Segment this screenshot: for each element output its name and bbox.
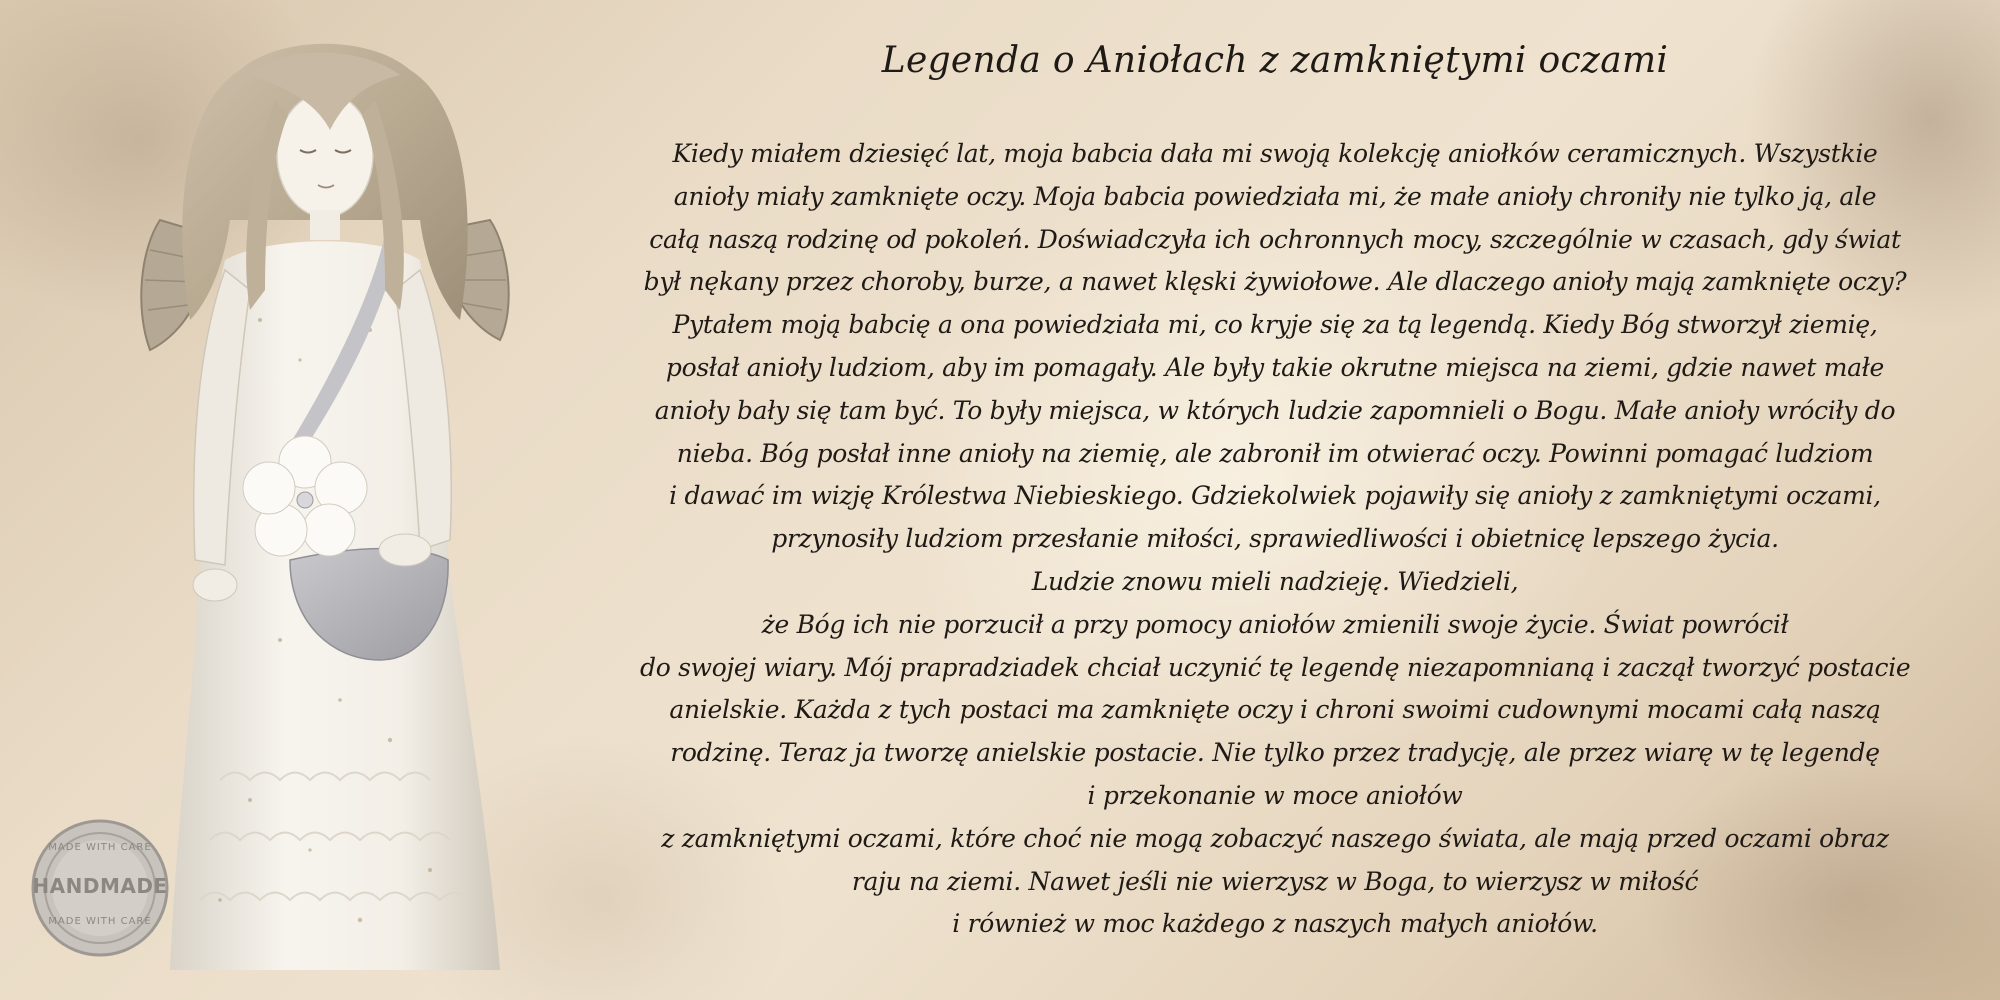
stamp-top-text: MADE WITH CARE <box>48 842 152 853</box>
paragraph-line: z zamkniętymi oczami, które choć nie mogą zobaczyć naszego świata, ale mają przed oczami obraz <box>661 823 1889 853</box>
paragraph-line: Ludzie znowu mieli nadzieję. Wiedzieli, <box>1031 566 1519 596</box>
stamp-bottom-text: MADE WITH CARE <box>48 916 152 927</box>
page-title: Legenda o Aniołach z zamkniętymi oczami <box>881 40 1669 81</box>
paragraph-line: anioły miały zamknięte oczy. Moja babcia powiedziała mi, że małe anioły chroniły nie tylko ją, ale <box>673 181 1877 211</box>
paragraph-line: całą naszą rodzinę od pokoleń. Doświadczyła ich ochronnych mocy, szczególnie w czasach, gdy świat <box>649 224 1901 254</box>
paragraph-line: przynosiły ludziom przesłanie miłości, sprawiedliwości i obietnicę lepszego życia. <box>771 524 1779 554</box>
angel-figurine-image <box>130 20 520 980</box>
paragraph-line: i dawać im wizję Królestwa Niebieskiego. Gdziekolwiek pojawiły się anioły z zamkniętymi oczami, <box>669 481 1881 511</box>
paragraph-line: że Bóg ich nie porzucił a przy pomocy aniołów zmienili swoje życie. Świat powrócił <box>761 609 1789 639</box>
legend-paragraph <box>640 133 1910 946</box>
legend-text-block <box>640 40 1910 946</box>
paragraph-line: i przekonanie w moce aniołów <box>1087 780 1463 810</box>
stamp-main-text: HANDMADE <box>32 874 168 898</box>
paragraph-line: anielskie. Każda z tych postaci ma zamknięte oczy i chroni swoimi cudownymi mocami całą naszą <box>669 695 1881 725</box>
paragraph-line: Kiedy miałem dziesięć lat, moja babcia dała mi swoją kolekcję aniołków ceramicznych. Wszystkie <box>672 139 1878 168</box>
paragraph-line: Pytałem moją babcię a ona powiedziała mi, co kryje się za tą legendą. Kiedy Bóg stworzył ziemię, <box>672 310 1878 340</box>
paragraph-line: raju na ziemi. Nawet jeśli nie wierzysz w Boga, to wierzysz w miłość <box>851 866 1699 896</box>
paragraph-line: do swojej wiary. Mój prapradziadek chciał uczynić tę legendę niezapomnianą i zaczął tworzyć postacie <box>640 652 1911 682</box>
paragraph-line: anioły bały się tam być. To były miejsca, w których ludzie zapomnieli o Bogu. Małe anioły wróciły do <box>654 395 1896 425</box>
handmade-stamp <box>30 818 170 958</box>
paragraph-line: rodzinę. Teraz ja tworzę anielskie postacie. Nie tylko przez tradycję, ale przez wiarę w tę legendę <box>670 738 1880 768</box>
paragraph-line: był nękany przez choroby, burze, a nawet klęski żywiołowe. Ale dlaczego anioły mają zamknięte oczy? <box>643 267 1907 297</box>
paragraph-line: nieba. Bóg posłał inne anioły na ziemię, ale zabronił im otwierać oczy. Powinni pomagać ludziom <box>676 438 1874 468</box>
paragraph-line: i również w moc każdego z naszych małych aniołów. <box>952 909 1598 939</box>
paragraph-line: posłał anioły ludziom, aby im pomagały. Ale były takie okrutne miejsca na ziemi, gdzie nawet małe <box>665 352 1885 382</box>
